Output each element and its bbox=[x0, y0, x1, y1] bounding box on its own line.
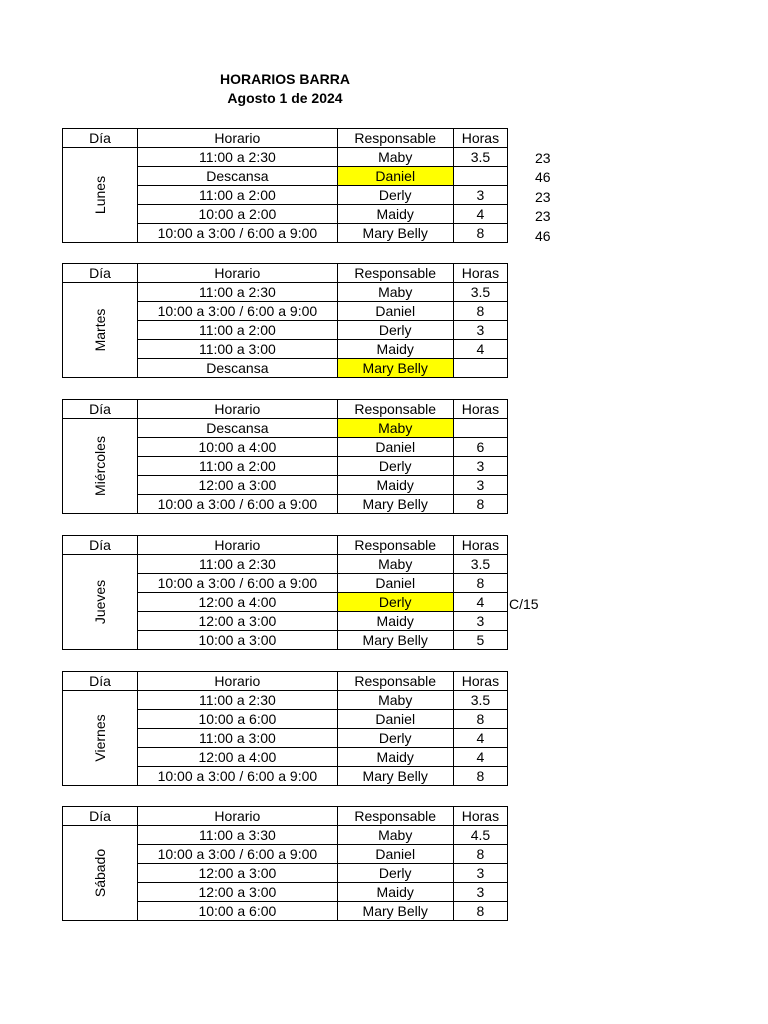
table-row bbox=[63, 691, 508, 710]
responsable-cell: Mary Belly bbox=[337, 495, 453, 514]
horas-cell: 3.5 bbox=[453, 283, 507, 302]
horas-cell: 3 bbox=[453, 321, 507, 340]
header-row bbox=[63, 536, 508, 555]
horas-cell: 8 bbox=[453, 574, 507, 593]
horas-cell: 4 bbox=[453, 340, 507, 359]
horario-cell: 10:00 a 3:00 / 6:00 a 9:00 bbox=[138, 845, 337, 864]
responsable-cell: Maby bbox=[337, 555, 453, 574]
day-cell bbox=[63, 148, 138, 243]
horario-cell: 11:00 a 3:00 bbox=[138, 729, 337, 748]
header-horario: Horario bbox=[138, 264, 337, 283]
horas-cell: 8 bbox=[453, 495, 507, 514]
responsable-cell: Daniel bbox=[337, 710, 453, 729]
responsable-cell: Maidy bbox=[337, 612, 453, 631]
header-responsable: Responsable bbox=[337, 807, 453, 826]
day-name: Sábado bbox=[92, 848, 109, 898]
header-horas: Horas bbox=[453, 536, 507, 555]
horario-cell: 12:00 a 4:00 bbox=[138, 748, 337, 767]
horario-cell: 11:00 a 2:30 bbox=[138, 691, 337, 710]
day-name: Miércoles bbox=[92, 436, 109, 496]
horario-cell: 11:00 a 2:00 bbox=[138, 457, 337, 476]
horas-cell: 3.5 bbox=[453, 555, 507, 574]
horario-cell: 11:00 a 2:30 bbox=[138, 555, 337, 574]
responsable-cell: Daniel bbox=[337, 845, 453, 864]
horario-cell: 10:00 a 3:00 bbox=[138, 631, 337, 650]
header-horas: Horas bbox=[453, 672, 507, 691]
table-row bbox=[63, 419, 508, 438]
responsable-cell: Derly bbox=[337, 729, 453, 748]
header-dia: Día bbox=[63, 536, 138, 555]
horas-cell: 8 bbox=[453, 767, 507, 786]
side-total: 23 bbox=[535, 149, 551, 166]
schedule-table bbox=[62, 399, 508, 514]
horario-cell: 11:00 a 2:30 bbox=[138, 283, 337, 302]
horario-cell: 10:00 a 3:00 / 6:00 a 9:00 bbox=[138, 224, 337, 243]
header-responsable: Responsable bbox=[337, 672, 453, 691]
header-row bbox=[63, 264, 508, 283]
horas-cell: 8 bbox=[453, 224, 507, 243]
horas-cell: 5 bbox=[453, 631, 507, 650]
day-block bbox=[62, 399, 508, 514]
header-horas: Horas bbox=[453, 807, 507, 826]
side-note: C/15 bbox=[509, 595, 539, 612]
page-title: HORARIOS BARRA bbox=[220, 71, 350, 87]
responsable-cell: Maidy bbox=[337, 340, 453, 359]
responsable-cell: Mary Belly bbox=[337, 631, 453, 650]
responsable-cell: Daniel bbox=[337, 574, 453, 593]
horas-cell: 4 bbox=[453, 729, 507, 748]
header-dia: Día bbox=[63, 400, 138, 419]
day-name: Viernes bbox=[92, 714, 109, 762]
horas-cell: 3 bbox=[453, 883, 507, 902]
responsable-cell: Daniel bbox=[337, 167, 453, 186]
page-subtitle: Agosto 1 de 2024 bbox=[227, 90, 343, 106]
schedule-table bbox=[62, 671, 508, 786]
schedule-table bbox=[62, 806, 508, 921]
header-horario: Horario bbox=[138, 400, 337, 419]
horas-cell: 3 bbox=[453, 457, 507, 476]
horas-cell: 3 bbox=[453, 864, 507, 883]
day-cell bbox=[63, 691, 138, 786]
responsable-cell: Maby bbox=[337, 419, 453, 438]
day-block bbox=[62, 806, 508, 921]
horario-cell: 12:00 a 3:00 bbox=[138, 864, 337, 883]
horario-cell: 10:00 a 3:00 / 6:00 a 9:00 bbox=[138, 495, 337, 514]
side-total: 46 bbox=[535, 227, 551, 244]
header-horas: Horas bbox=[453, 400, 507, 419]
header-row bbox=[63, 672, 508, 691]
horas-cell bbox=[453, 359, 507, 378]
header-dia: Día bbox=[63, 264, 138, 283]
day-block bbox=[62, 535, 508, 650]
day-cell bbox=[63, 555, 138, 650]
horario-cell: Descansa bbox=[138, 419, 337, 438]
side-total: 23 bbox=[535, 188, 551, 205]
horas-cell bbox=[453, 419, 507, 438]
horas-cell: 4 bbox=[453, 748, 507, 767]
horario-cell: 12:00 a 3:00 bbox=[138, 612, 337, 631]
responsable-cell: Mary Belly bbox=[337, 902, 453, 921]
horas-cell: 8 bbox=[453, 902, 507, 921]
day-name: Martes bbox=[92, 308, 109, 352]
horas-cell: 4 bbox=[453, 593, 507, 612]
day-name: Jueves bbox=[92, 579, 109, 625]
horario-cell: Descansa bbox=[138, 359, 337, 378]
responsable-cell: Derly bbox=[337, 593, 453, 612]
responsable-cell: Maby bbox=[337, 148, 453, 167]
horas-cell: 4 bbox=[453, 205, 507, 224]
header-horario: Horario bbox=[138, 536, 337, 555]
header-responsable: Responsable bbox=[337, 264, 453, 283]
horario-cell: 12:00 a 3:00 bbox=[138, 476, 337, 495]
horario-cell: 10:00 a 6:00 bbox=[138, 902, 337, 921]
horas-cell: 8 bbox=[453, 710, 507, 729]
horas-cell bbox=[453, 167, 507, 186]
header-row bbox=[63, 400, 508, 419]
responsable-cell: Maidy bbox=[337, 883, 453, 902]
header-row bbox=[63, 129, 508, 148]
table-row bbox=[63, 826, 508, 845]
header-horario: Horario bbox=[138, 129, 337, 148]
horas-cell: 3.5 bbox=[453, 691, 507, 710]
responsable-cell: Mary Belly bbox=[337, 359, 453, 378]
horas-cell: 4.5 bbox=[453, 826, 507, 845]
header-responsable: Responsable bbox=[337, 129, 453, 148]
horario-cell: 10:00 a 3:00 / 6:00 a 9:00 bbox=[138, 574, 337, 593]
header-dia: Día bbox=[63, 672, 138, 691]
side-total: 46 bbox=[535, 169, 551, 185]
header-responsable: Responsable bbox=[337, 400, 453, 419]
table-row bbox=[63, 148, 508, 167]
responsable-cell: Derly bbox=[337, 321, 453, 340]
schedule-table bbox=[62, 263, 508, 378]
horas-cell: 3.5 bbox=[453, 148, 507, 167]
horario-cell: 12:00 a 3:00 bbox=[138, 883, 337, 902]
horario-cell: 10:00 a 4:00 bbox=[138, 438, 337, 457]
side-total: 23 bbox=[535, 208, 551, 224]
responsable-cell: Mary Belly bbox=[337, 767, 453, 786]
horario-cell: 11:00 a 2:00 bbox=[138, 321, 337, 340]
horario-cell: Descansa bbox=[138, 167, 337, 186]
horario-cell: 11:00 a 3:00 bbox=[138, 340, 337, 359]
day-cell bbox=[63, 419, 138, 514]
responsable-cell: Maby bbox=[337, 826, 453, 845]
header-responsable: Responsable bbox=[337, 536, 453, 555]
responsable-cell: Maidy bbox=[337, 748, 453, 767]
horario-cell: 12:00 a 4:00 bbox=[138, 593, 337, 612]
responsable-cell: Maidy bbox=[337, 476, 453, 495]
horas-cell: 3 bbox=[453, 186, 507, 205]
horario-cell: 10:00 a 3:00 / 6:00 a 9:00 bbox=[138, 767, 337, 786]
table-row bbox=[63, 555, 508, 574]
header-horas: Horas bbox=[453, 129, 507, 148]
responsable-cell: Mary Belly bbox=[337, 224, 453, 243]
responsable-cell: Daniel bbox=[337, 302, 453, 321]
header-horas: Horas bbox=[453, 264, 507, 283]
horario-cell: 10:00 a 6:00 bbox=[138, 710, 337, 729]
day-block bbox=[62, 263, 508, 378]
day-block bbox=[62, 128, 508, 243]
responsable-cell: Maidy bbox=[337, 205, 453, 224]
header-dia: Día bbox=[63, 129, 138, 148]
responsable-cell: Maby bbox=[337, 283, 453, 302]
day-block bbox=[62, 671, 508, 786]
table-row bbox=[63, 283, 508, 302]
responsable-cell: Derly bbox=[337, 457, 453, 476]
day-cell bbox=[63, 283, 138, 378]
responsable-cell: Maby bbox=[337, 691, 453, 710]
horario-cell: 11:00 a 2:00 bbox=[138, 186, 337, 205]
schedule-table bbox=[62, 535, 508, 650]
header-horario: Horario bbox=[138, 807, 337, 826]
horas-cell: 3 bbox=[453, 612, 507, 631]
horas-cell: 8 bbox=[453, 845, 507, 864]
horas-cell: 8 bbox=[453, 302, 507, 321]
responsable-cell: Derly bbox=[337, 186, 453, 205]
horario-cell: 11:00 a 2:30 bbox=[138, 148, 337, 167]
header-row bbox=[63, 807, 508, 826]
horas-cell: 6 bbox=[453, 438, 507, 457]
day-cell bbox=[63, 826, 138, 921]
schedule-table bbox=[62, 128, 508, 243]
responsable-cell: Derly bbox=[337, 864, 453, 883]
day-name: Lunes bbox=[92, 175, 109, 215]
horario-cell: 10:00 a 2:00 bbox=[138, 205, 337, 224]
horario-cell: 10:00 a 3:00 / 6:00 a 9:00 bbox=[138, 302, 337, 321]
header-dia: Día bbox=[63, 807, 138, 826]
header-horario: Horario bbox=[138, 672, 337, 691]
horario-cell: 11:00 a 3:30 bbox=[138, 826, 337, 845]
responsable-cell: Daniel bbox=[337, 438, 453, 457]
horas-cell: 3 bbox=[453, 476, 507, 495]
